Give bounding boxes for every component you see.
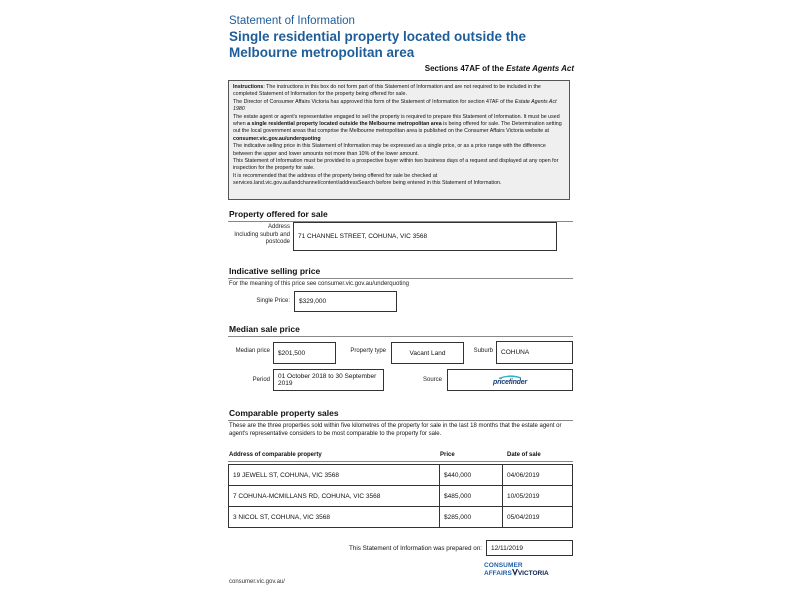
row-date: 10/05/2019 <box>507 492 540 500</box>
row-price: $285,000 <box>444 513 472 521</box>
comparable-rule <box>228 420 573 421</box>
instructions-box <box>228 80 570 200</box>
median-rule <box>228 336 573 337</box>
sections-prefix: Sections 47AF of the <box>424 64 507 73</box>
indicative-note: For the meaning of this price see consumer.vic.gov.au/underquoting <box>229 281 409 287</box>
pricefinder-text: pricefinder <box>493 378 527 386</box>
suburb-label: Suburb <box>473 348 493 354</box>
indicative-section-title: Indicative selling price <box>229 266 321 276</box>
property-type-label: Property type <box>350 348 386 354</box>
instructions-para-3 <box>233 114 565 144</box>
instructions-text-1: : The instructions in this box do not form part of this Statement of Information and are not required to be included in the completed Statement of Information for the property being offered for sale. <box>233 84 541 98</box>
logo-victoria: VICTORIA <box>517 570 549 577</box>
sections-act-line <box>425 64 574 73</box>
document-title: Single residential property located outside the Melbourne metropolitan area <box>229 29 527 60</box>
pricefinder-logo <box>493 375 527 386</box>
instructions-text-3c: is being offered for sale. The Determination setting out the local government areas that comprise the Melbourne metropolitan area is published on the Consumer Affairs Victoria website at <box>233 121 562 135</box>
address-label <box>222 224 290 247</box>
table-row <box>228 464 573 486</box>
instructions-text-3a: The estate agent or agent's representative engaged to sell the property is required to prepare this Statement of Information. It must be used when <box>233 113 560 128</box>
address-label-line-3: postcode <box>265 239 290 245</box>
single-price-label: Single Price: <box>256 298 290 304</box>
row-address: 3 NICOL ST, COHUNA, VIC 3568 <box>233 513 330 521</box>
row-address: 7 COHUNA-MCMILLANS RD, COHUNA, VIC 3568 <box>233 492 381 500</box>
instructions-text-3b: a single residential property located outside the Melbourne metropolitan area <box>247 121 442 128</box>
instructions-para-4: The indicative selling price in this Statement of Information may be expressed as a single price, or as a price range with the difference between the upper and lower amounts not more than 10% of the lower amount. <box>233 143 546 157</box>
median-price-field[interactable]: $201,500 <box>273 342 336 364</box>
prepared-date-field[interactable]: 12/11/2019 <box>486 540 573 556</box>
comparable-description: These are the three properties sold within five kilometres of the property for sale in the last 18 months that the estate agent or agent's representative considers to be most comparable to the property for sale. <box>229 423 562 437</box>
row-address: 19 JEWELL ST, COHUNA, VIC 3568 <box>233 471 339 479</box>
source-field <box>447 369 573 391</box>
address-field[interactable]: 71 CHANNEL STREET, COHUNA, VIC 3568 <box>293 222 557 251</box>
consumer-affairs-victoria-logo <box>484 562 574 580</box>
suburb-field[interactable]: COHUNA <box>496 341 573 364</box>
period-label: Period <box>252 377 270 383</box>
underquoting-link[interactable]: consumer.vic.gov.au/underquoting <box>233 135 321 142</box>
instructions-para-5: This Statement of Information must be provided to a prospective buyer within two business days of a request and displayed at any open for inspection for the property for sale. <box>233 158 559 172</box>
row-date: 05/04/2019 <box>507 513 540 521</box>
row-price: $485,000 <box>444 492 472 500</box>
row-date: 04/06/2019 <box>507 471 540 479</box>
instructions-act: Estate Agents Act 1980 <box>233 98 557 113</box>
header-price: Price <box>440 452 455 458</box>
logo-affairs: AFFAIRS <box>484 570 512 577</box>
row-price: $440,000 <box>444 471 472 479</box>
logo-affairs-victoria <box>484 569 574 577</box>
comparable-section-title: Comparable property sales <box>229 408 339 418</box>
footer-url[interactable]: consumer.vic.gov.au/ <box>229 579 285 585</box>
comparable-table-rule <box>228 461 573 462</box>
period-field[interactable]: 01 October 2018 to 30 September 2019 <box>273 369 384 391</box>
instructions-para-1 <box>233 84 565 99</box>
instructions-text-2: The Director of Consumer Affairs Victoria has approved this form of the Statement of Information for section 47AF of the <box>233 98 515 105</box>
address-label-line-1: Address <box>267 224 290 230</box>
median-section-title: Median sale price <box>229 324 300 334</box>
indicative-rule <box>228 278 573 279</box>
source-label: Source <box>422 377 442 383</box>
table-row <box>228 485 573 507</box>
instructions-para-6: It is recommended that the address of the property being offered for sale be checked at services.land.vic.gov.au/landchannel/content/addressSearch before being entered in this Statement of Information. <box>233 172 502 187</box>
instructions-label: Instructions <box>233 84 264 90</box>
header-address: Address of comparable property <box>229 452 322 458</box>
prepared-label: This Statement of Information was prepared on: <box>348 545 482 552</box>
sections-act-name: Estate Agents Act <box>506 64 574 73</box>
table-row <box>228 506 573 528</box>
instructions-para-2 <box>233 99 565 114</box>
property-type-field[interactable]: Vacant Land <box>391 342 464 364</box>
single-price-field[interactable]: $329,000 <box>294 291 397 312</box>
median-price-label: Median price <box>235 348 270 354</box>
property-section-title: Property offered for sale <box>229 209 328 219</box>
document-subtitle: Statement of Information <box>229 15 355 27</box>
header-date: Date of sale <box>507 452 541 458</box>
address-label-line-2: Including suburb and <box>234 231 290 238</box>
logo-consumer: CONSUMER <box>484 562 523 569</box>
